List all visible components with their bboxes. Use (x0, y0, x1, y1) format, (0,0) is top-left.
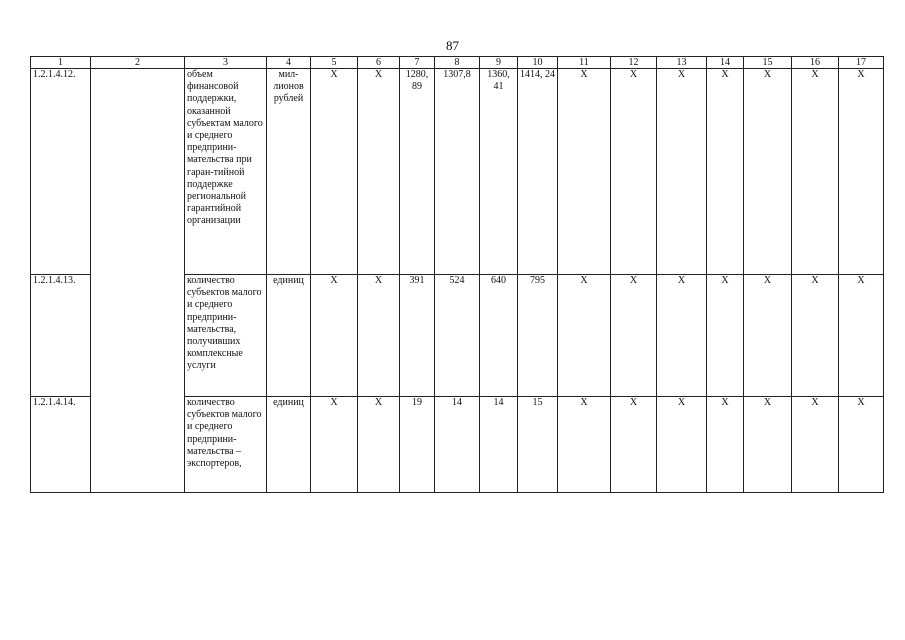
unit-cell: мил-лионов рублей (267, 69, 311, 275)
value-cell: X (744, 69, 792, 275)
indicators-table (30, 56, 884, 493)
value-cell: 15 (518, 397, 558, 493)
value-cell: X (611, 275, 657, 397)
indicator-name: объем финансовой поддержки, оказанной субъектам малого и среднего предприни-мательства при гаран-тийной поддержке региональной гарантийной организации (185, 69, 267, 275)
page-number: 87 (446, 38, 459, 53)
value-cell: X (657, 69, 707, 275)
value-cell: X (744, 275, 792, 397)
col-header: 14 (707, 57, 744, 69)
value-cell: X (657, 397, 707, 493)
row-code: 1.2.1.4.13. (31, 275, 91, 397)
value-cell: X (311, 69, 358, 275)
value-cell: X (839, 275, 884, 397)
indicator-name: количество субъектов малого и среднего предприни-мательства – экспортеров, (185, 397, 267, 493)
col-header: 17 (839, 57, 884, 69)
value-cell: 19 (400, 397, 435, 493)
value-cell: 14 (435, 397, 480, 493)
column-number-row (31, 57, 884, 69)
col-header: 1 (31, 57, 91, 69)
value-cell: X (311, 275, 358, 397)
value-cell: X (792, 275, 839, 397)
col-header: 11 (558, 57, 611, 69)
row-code: 1.2.1.4.14. (31, 397, 91, 493)
value-cell: 524 (435, 275, 480, 397)
col-header: 3 (185, 57, 267, 69)
col-header: 12 (611, 57, 657, 69)
col-header: 16 (792, 57, 839, 69)
value-cell: 795 (518, 275, 558, 397)
col-header: 5 (311, 57, 358, 69)
col-header: 13 (657, 57, 707, 69)
unit-cell: единиц (267, 397, 311, 493)
value-cell: X (558, 69, 611, 275)
value-cell: X (839, 69, 884, 275)
row-code: 1.2.1.4.12. (31, 69, 91, 275)
value-cell: 1414, 24 (518, 69, 558, 275)
value-cell: X (611, 69, 657, 275)
value-cell: X (558, 397, 611, 493)
value-cell: X (311, 397, 358, 493)
value-cell: X (707, 275, 744, 397)
value-cell: X (744, 397, 792, 493)
value-cell: X (358, 275, 400, 397)
value-cell: X (358, 69, 400, 275)
value-cell: 1307,8 (435, 69, 480, 275)
value-cell: X (792, 69, 839, 275)
merged-empty-cell (91, 69, 185, 493)
value-cell: X (792, 397, 839, 493)
col-header: 9 (480, 57, 518, 69)
value-cell: 640 (480, 275, 518, 397)
col-header: 4 (267, 57, 311, 69)
value-cell: 1280, 89 (400, 69, 435, 275)
table-row (31, 69, 884, 275)
indicator-name: количество субъектов малого и среднего предприни-мательства, получивших комплексные услуги (185, 275, 267, 397)
value-cell: X (358, 397, 400, 493)
value-cell: 1360, 41 (480, 69, 518, 275)
value-cell: X (707, 397, 744, 493)
value-cell: X (707, 69, 744, 275)
col-header: 8 (435, 57, 480, 69)
col-header: 10 (518, 57, 558, 69)
col-header: 2 (91, 57, 185, 69)
value-cell: 14 (480, 397, 518, 493)
value-cell: X (839, 397, 884, 493)
value-cell: X (657, 275, 707, 397)
value-cell: X (558, 275, 611, 397)
value-cell: 391 (400, 275, 435, 397)
col-header: 15 (744, 57, 792, 69)
col-header: 6 (358, 57, 400, 69)
unit-cell: единиц (267, 275, 311, 397)
col-header: 7 (400, 57, 435, 69)
value-cell: X (611, 397, 657, 493)
